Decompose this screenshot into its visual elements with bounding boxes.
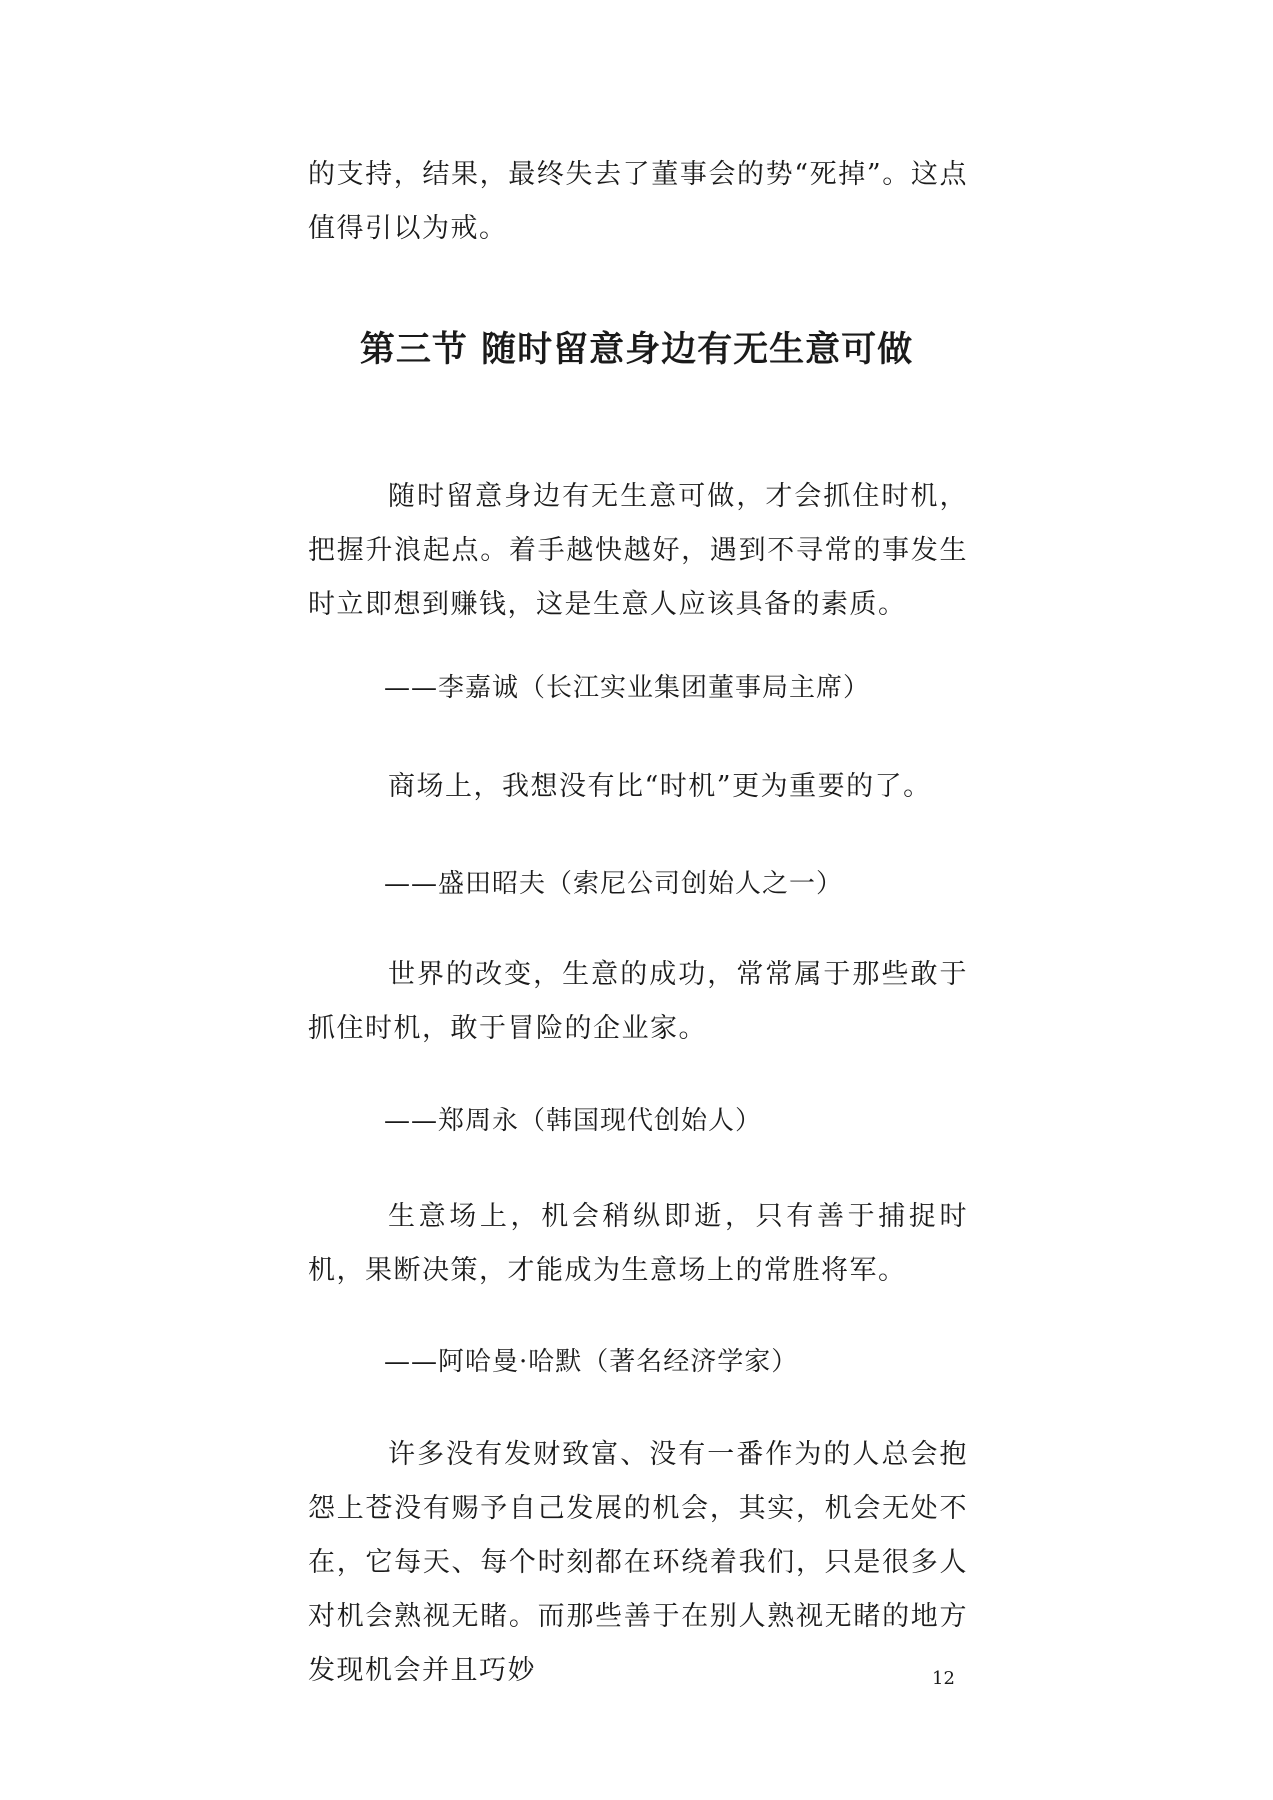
page-number: 12 xyxy=(932,1668,955,1689)
continuation-paragraph: 的支持，结果，最终失去了董事会的势“死掉”。这点值得引以为戒。 xyxy=(308,159,968,244)
closing-paragraph: 许多没有发财致富、没有一番作为的人总会抱怨上苍没有赐予自己发展的机会，其实，机会无处不在，它每天、每个时刻都在环绕着我们，只是很多人对机会熟视无睹。而那些善于在别人熟视无睹的地方发现机会并且巧妙 xyxy=(308,1439,968,1686)
quote-text: 世界的改变，生意的成功，常常属于那些敢于抓住时机，敢于冒险的企业家。 xyxy=(308,959,968,1044)
quote-attribution: ——盛田昭夫（索尼公司创始人之一） xyxy=(384,869,844,899)
quote-text: 商场上，我想没有比“时机”更为重要的了。 xyxy=(388,771,932,802)
quote-text: 随时留意身边有无生意可做，才会抓住时机，把握升浪起点。着手越快越好，遇到不寻常的事发生时立即想到赚钱，这是生意人应该具备的素质。 xyxy=(308,481,968,620)
quote-attribution: ——郑周永（韩国现代创始人） xyxy=(384,1106,763,1136)
quote-text: 生意场上，机会稍纵即逝，只有善于捕捉时机，果断决策，才能成为生意场上的常胜将军。 xyxy=(308,1201,968,1286)
section-title: 第三节 随时留意身边有无生意可做 xyxy=(359,330,914,370)
quote-attribution: ——阿哈曼·哈默（著名经济学家） xyxy=(384,1347,799,1377)
quote-attribution: ——李嘉诚（长江实业集团董事局主席） xyxy=(384,673,871,703)
